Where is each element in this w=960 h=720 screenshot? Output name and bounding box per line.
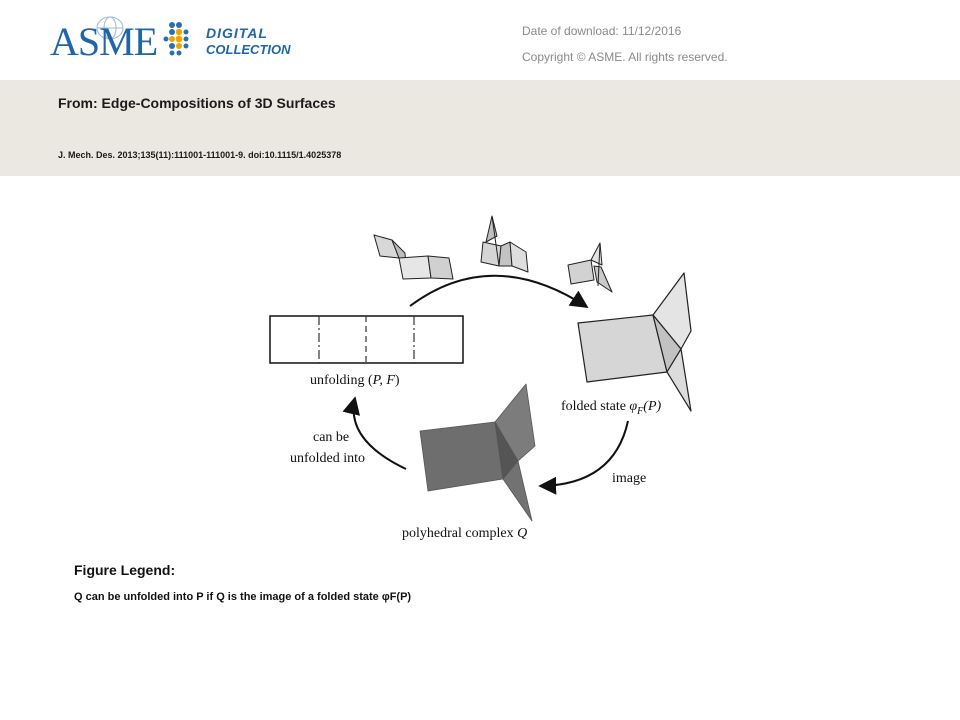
unfolding-strip (270, 316, 463, 363)
can-be-label: can be (313, 430, 350, 445)
figure-diagram (258, 206, 708, 548)
dots-icon (164, 22, 189, 56)
download-meta (522, 18, 728, 70)
download-line (522, 18, 728, 44)
polyhedral-complex-shape (420, 384, 535, 521)
arrow-fold (410, 276, 587, 307)
download-date: 11/12/2016 (622, 24, 682, 38)
folded-state-shape (578, 273, 691, 411)
logo-line1: DIGITAL (206, 25, 268, 41)
article-citation: J. Mech. Des. 2013;135(11):111001-111001-9. doi:10.1115/1.4025378 (58, 150, 342, 160)
figure-legend-caption: Q can be unfolded into P if Q is the image of a folded state φF(P) (74, 591, 412, 603)
fold-step-1 (374, 235, 453, 279)
folding-sequence (374, 216, 612, 292)
article-title: From: Edge-Compositions of 3D Surfaces (58, 95, 336, 111)
logo-line2: COLLECTION (206, 42, 291, 57)
polyhedral-complex-label: polyhedral complex Q (402, 526, 528, 541)
unfolded-into-label: unfolded into (290, 451, 366, 466)
fold-step-3 (568, 243, 612, 292)
asme-logo[interactable] (48, 8, 328, 68)
copyright-text: Copyright © ASME. All rights reserved. (522, 50, 728, 64)
image-label: image (612, 471, 647, 486)
download-label: Date of download: (522, 24, 619, 38)
article-banner (0, 80, 960, 176)
fold-step-2 (481, 216, 528, 272)
figure-legend-heading: Figure Legend: (74, 562, 176, 578)
unfolding-label: unfolding (P, F) (310, 373, 400, 388)
logo-acronym: ASME (50, 19, 158, 64)
folded-state-label: folded state $\varphi_F(P)$ (561, 399, 662, 417)
